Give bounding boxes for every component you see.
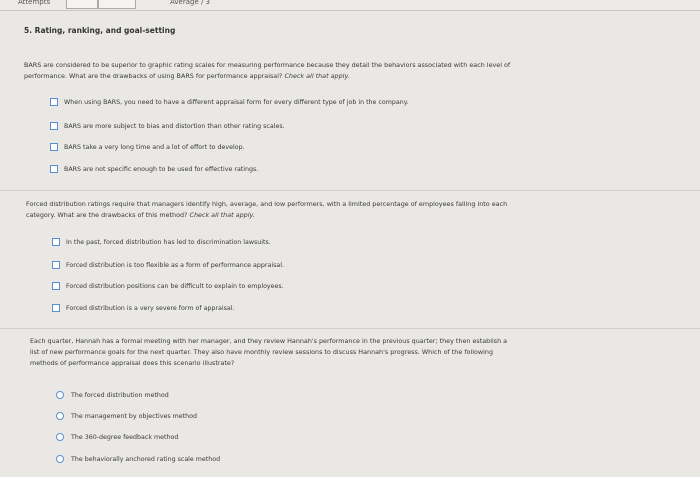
attempts-cell-2	[98, 0, 136, 9]
radio-icon[interactable]	[56, 412, 64, 420]
checkbox-icon[interactable]	[52, 282, 60, 290]
attempts-cell-1	[66, 0, 98, 9]
question-3-text	[30, 336, 507, 369]
question-2-instruction: Check all that apply.	[189, 211, 255, 219]
q3-option-3-label: The 360-degree feedback method	[71, 433, 179, 441]
question-2-line-1: Forced distribution ratings require that managers identify high, average, and low performers, with a limited percentage of employees falling into each	[26, 200, 508, 208]
checkbox-icon[interactable]	[52, 261, 60, 269]
question-1-instruction: Check all that apply.	[284, 72, 350, 80]
radio-icon[interactable]	[56, 391, 64, 399]
q1-option-2-label: BARS are more subject to bias and distortion than other rating scales.	[64, 122, 285, 130]
question-3-line-2: list of new performance goals for the next quarter. They also have monthly review sessions to discuss Hannah's progress. Which of the following	[30, 348, 494, 356]
average-label: Average / 3	[170, 0, 211, 6]
section-divider	[0, 190, 700, 191]
q3-option-1-label: The forced distribution method	[71, 391, 169, 399]
q1-option-3-label: BARS take a very long time and a lot of effort to develop.	[64, 143, 245, 151]
question-2-line-2: category. What are the drawbacks of this method?	[26, 211, 188, 219]
score-header	[0, 0, 700, 10]
attempts-label: Attempts	[18, 0, 51, 6]
q1-option-1-label: When using BARS, you need to have a different appraisal form for every different type of job in the company.	[64, 98, 409, 106]
question-1-line-2: performance. What are the drawbacks of using BARS for performance appraisal?	[24, 72, 283, 80]
q1-option-1[interactable]	[50, 98, 409, 106]
q2-option-3-label: Forced distribution positions can be difficult to explain to employees.	[66, 282, 284, 290]
checkbox-icon[interactable]	[50, 165, 58, 173]
question-1-line-1: BARS are considered to be superior to graphic rating scales for measuring performance because they detail the behaviors associated with each level of	[24, 61, 511, 69]
question-1-text	[24, 60, 510, 82]
q3-option-1[interactable]	[56, 391, 169, 399]
q2-option-1[interactable]	[52, 238, 271, 246]
question-3-line-3: methods of performance appraisal does this scenario illustrate?	[30, 359, 235, 367]
checkbox-icon[interactable]	[50, 98, 58, 106]
section-divider	[0, 328, 700, 329]
checkbox-icon[interactable]	[52, 304, 60, 312]
q2-option-3[interactable]	[52, 282, 284, 290]
checkbox-icon[interactable]	[52, 238, 60, 246]
q3-option-3[interactable]	[56, 433, 178, 441]
question-2-text	[26, 199, 507, 221]
question-3-line-1: Each quarter, Hannah has a formal meeting with her manager, and they review Hannah's performance in the previous quarter; they then establish a	[30, 337, 508, 345]
q1-option-3[interactable]	[50, 143, 245, 151]
q2-option-2-label: Forced distribution is too flexible as a form of performance appraisal.	[66, 261, 284, 269]
q3-option-4-label: The behaviorally anchored rating scale method	[71, 455, 221, 463]
q1-option-4[interactable]	[50, 165, 258, 173]
q1-option-4-label: BARS are not specific enough to be used for effective ratings.	[64, 165, 259, 173]
q2-option-1-label: In the past, forced distribution has led to discrimination lawsuits.	[66, 238, 271, 246]
section-title: 5. Rating, ranking, and goal-setting	[24, 26, 176, 35]
q2-option-4[interactable]	[52, 304, 235, 312]
radio-icon[interactable]	[56, 455, 64, 463]
q3-option-2[interactable]	[56, 412, 197, 420]
q3-option-2-label: The management by objectives method	[71, 412, 197, 420]
q3-option-4[interactable]	[56, 455, 220, 463]
header-divider	[0, 10, 700, 11]
q2-option-2[interactable]	[52, 261, 284, 269]
checkbox-icon[interactable]	[50, 122, 58, 130]
checkbox-icon[interactable]	[50, 143, 58, 151]
q2-option-4-label: Forced distribution is a very severe form of appraisal.	[66, 304, 235, 312]
q1-option-2[interactable]	[50, 122, 285, 130]
radio-icon[interactable]	[56, 433, 64, 441]
